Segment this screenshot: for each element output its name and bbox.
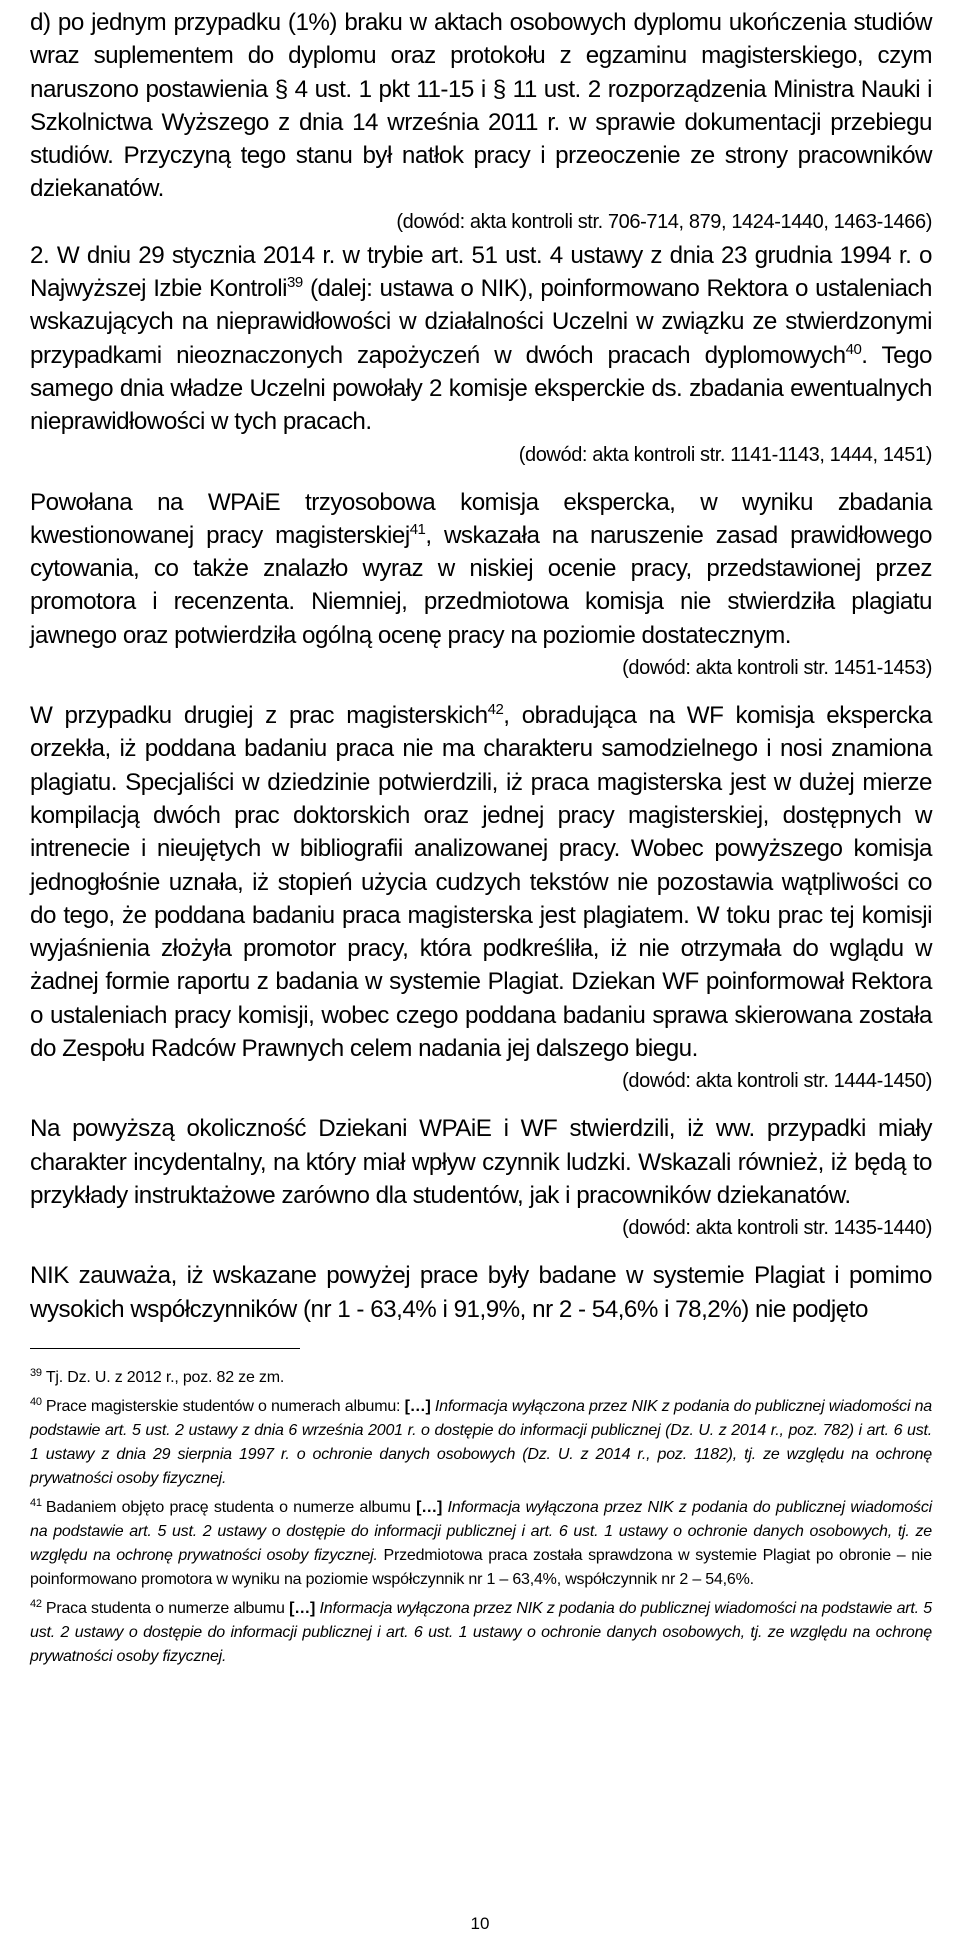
- footnote-text: Badaniem objęto pracę studenta o numerze albumu: [45, 1498, 417, 1516]
- footnote-ref-39[interactable]: 39: [287, 274, 303, 292]
- paragraph-text: d) po jednym przypadku (1%) braku w aktach osobowych dyplomu ukończenia studiów wraz suplementem do dyplomu oraz protokołu z egzaminu magisterskiego, czym naruszono postawienia § 4 ust. 1 pkt 11-15 i § 11 ust. 2 rozporządzenia Ministra Nauki i Szkolnictwa Wyższego z dnia 14 września 2011 r. w sprawie dokumentacji przebiegu studiów. Przyczyną tego stanu był natłok pracy i przeoczenie ze strony pracowników dziekanatów.: [30, 9, 932, 203]
- redaction-mark: […]: [289, 1599, 316, 1617]
- footnote-40: [30, 1390, 932, 1491]
- evidence-citation: (dowód: akta kontroli str. 706-714, 879, 1424-1440, 1463-1466): [396, 210, 932, 233]
- paragraph-text: Powołana na WPAiE trzyosobowa komisja ekspercka, w wyniku zbadania kwestionowanej pracy magisterskiej: [30, 488, 932, 549]
- evidence-citation: (dowód: akta kontroli str. 1451-1453): [622, 657, 932, 680]
- footnote-text: Przedmiotowa praca została sprawdzona w systemie Plagiat po obronie – nie poinformowano promotora w wyniku na poziomie współczynnik nr 1 – 63,4%, współczynnik nr 2 – 54,6%.: [30, 1546, 932, 1588]
- paragraph-text: (dalej: ustawa o NIK), poinformowano Rektora o ustaleniach wskazujących na nieprawidłowości w działalności Uczelni w związku ze stwierdzonymi przypadkami nieoznaczonych zapożyczeń w dwóch pracach dyplomowych: [30, 275, 932, 369]
- spacer: [30, 685, 932, 699]
- paragraph-deans-statement: [30, 1112, 932, 1212]
- evidence-citation: (dowód: akta kontroli str. 1444-1450): [622, 1070, 932, 1093]
- document-page: [30, 6, 932, 1669]
- footnote-italic-text: Informacja wyłączona przez NIK z podania do publicznej wiadomości na podstawie art. 5 ust. 2 ustawy o dostępie do informacji publicznej i art. 6 ust. 1 ustawy o ochronie danych osobowych, tj. ze względu na ochronę prywatności osoby fizycznej.: [30, 1498, 932, 1564]
- footnote-italic-text: Informacja wyłączona przez NIK z podania do publicznej wiadomości na podstawie art. 5 ust. 2 ustawy o dostępie do informacji publicznej i art. 6 ust. 1 ustawy o ochronie danych osobowych, tj. ze względu na ochronę prywatności osoby fizycznej.: [30, 1599, 932, 1665]
- footnote-separator: [30, 1348, 300, 1349]
- evidence-citation: (dowód: akta kontroli str. 1435-1440): [622, 1217, 932, 1240]
- footnote-number: 39: [30, 1366, 42, 1379]
- paragraph-point-2: [30, 239, 932, 439]
- paragraph-text: Na powyższą okoliczność Dziekani WPAiE i WF stwierdzili, iż ww. przypadki miały charakter incydentalny, na który miał wpływ czynnik ludzki. Wskazali również, iż będą to przykłady instruktażowe zarówno dla studentów, jak i pracowników dziekanatów.: [30, 1115, 932, 1209]
- footnote-ref-40[interactable]: 40: [845, 340, 862, 358]
- paragraph-text: W przypadku drugiej z prac magisterskich: [30, 702, 488, 730]
- paragraph-item-d: [30, 6, 932, 206]
- footnote-text: Prace magisterskie studentów o numerach albumu:: [45, 1397, 405, 1415]
- paragraph-text: . Tego samego dnia władze Uczelni powołały 2 komisje eksperckie ds. zbadania ewentualnych nieprawidłowości w tych pracach.: [30, 341, 933, 436]
- footnote-text: Praca studenta o numerze albumu: [45, 1599, 290, 1617]
- paragraph-wpaie-commission: [30, 486, 932, 652]
- footnote-italic-text: Informacja wyłączona przez NIK z podania do publicznej wiadomości na podstawie art. 5 ust. 2 ustawy z dnia 6 września 2001 r. o dostępie do informacji publicznej (Dz. U. z 2014 r., poz. 782) i art. 6 ust. 1 ustawy z dnia 29 sierpnia 1997 r. o ochronie danych osobowych (Dz. U. z 2014 r., poz. 1182), tj. ze względu na ochronę prywatności osoby fizycznej.: [30, 1397, 932, 1487]
- spacer: [30, 472, 932, 486]
- footnote-39: [30, 1361, 932, 1390]
- redaction-mark: […]: [416, 1498, 443, 1516]
- paragraph-text: , obradująca na WF komisja ekspercka orzekła, iż poddana badaniu praca nie ma charakteru samodzielnego i nosi znamiona plagiatu. Specjaliści w dziedzinie potwierdzili, iż praca magisterska jest w dużej mierze kompilacją dwóch prac doktorskich oraz jednej pracy magisterskiej, dostępnych w intrenecie i nieujętych w bibliografii analizowanej pracy. Wobec powyższego komisja jednogłośnie uznała, iż stopień użycia cudzych tekstów nie pozostawia wątpliwości co do tego, że poddana badaniu praca magisterska jest plagiatem. W toku prac tej komisji wyjaśnienia złożyła promotor pracy, która podkreśliła, iż nie otrzymała do wglądu w żadnej formie raportu z badania w systemie Plagiat. Dziekan WF poinformował Rektora o ustaleniach pracy komisji, wobec czego poddana badaniu sprawa skierowana została do Zespołu Radców Prawnych celem nadania jej dalszego biegu.: [30, 702, 932, 1063]
- spacer: [30, 1098, 932, 1112]
- footnote-ref-42[interactable]: 42: [487, 701, 504, 719]
- footnote-text: Tj. Dz. U. z 2012 r., poz. 82 ze zm.: [45, 1368, 285, 1386]
- redaction-mark: […]: [404, 1397, 431, 1415]
- paragraph-text: 2. W dniu 29 stycznia 2014 r. w trybie art. 51 ust. 4 ustawy z dnia 23 grudnia 1994 r. o Najwyższej Izbie Kontroli: [30, 241, 932, 303]
- footnote-41: [30, 1491, 932, 1592]
- footnote-number: 42: [30, 1597, 42, 1610]
- footnote-number: 41: [30, 1496, 42, 1509]
- paragraph-nik-note: [30, 1259, 932, 1326]
- footnotes-section: [30, 1361, 932, 1669]
- evidence-citation: (dowód: akta kontroli str. 1141-1143, 1444, 1451): [518, 443, 932, 466]
- spacer: [30, 1245, 932, 1259]
- paragraph-wf-commission: [30, 699, 932, 1065]
- page-number: 10: [470, 1914, 490, 1933]
- paragraph-text: NIK zauważa, iż wskazane powyżej prace były badane w systemie Plagiat i pomimo wysokich współczynników (nr 1 - 63,4% i 91,9%, nr 2 - 54,6% i 78,2%) nie podjęto: [30, 1262, 932, 1323]
- paragraph-text: , wskazała na naruszenie zasad prawidłowego cytowania, co także znalazło wyraz w niskiej ocenie pracy, przedstawionej przez promotora i recenzenta. Niemniej, przedmiotowa komisja nie stwierdziła plagiatu jawnego oraz potwierdziła ogólną ocenę pracy na poziomie dostatecznym.: [30, 521, 932, 649]
- footnote-number: 40: [30, 1395, 42, 1408]
- footnote-42: [30, 1592, 932, 1669]
- footnote-ref-41[interactable]: 41: [409, 520, 426, 538]
